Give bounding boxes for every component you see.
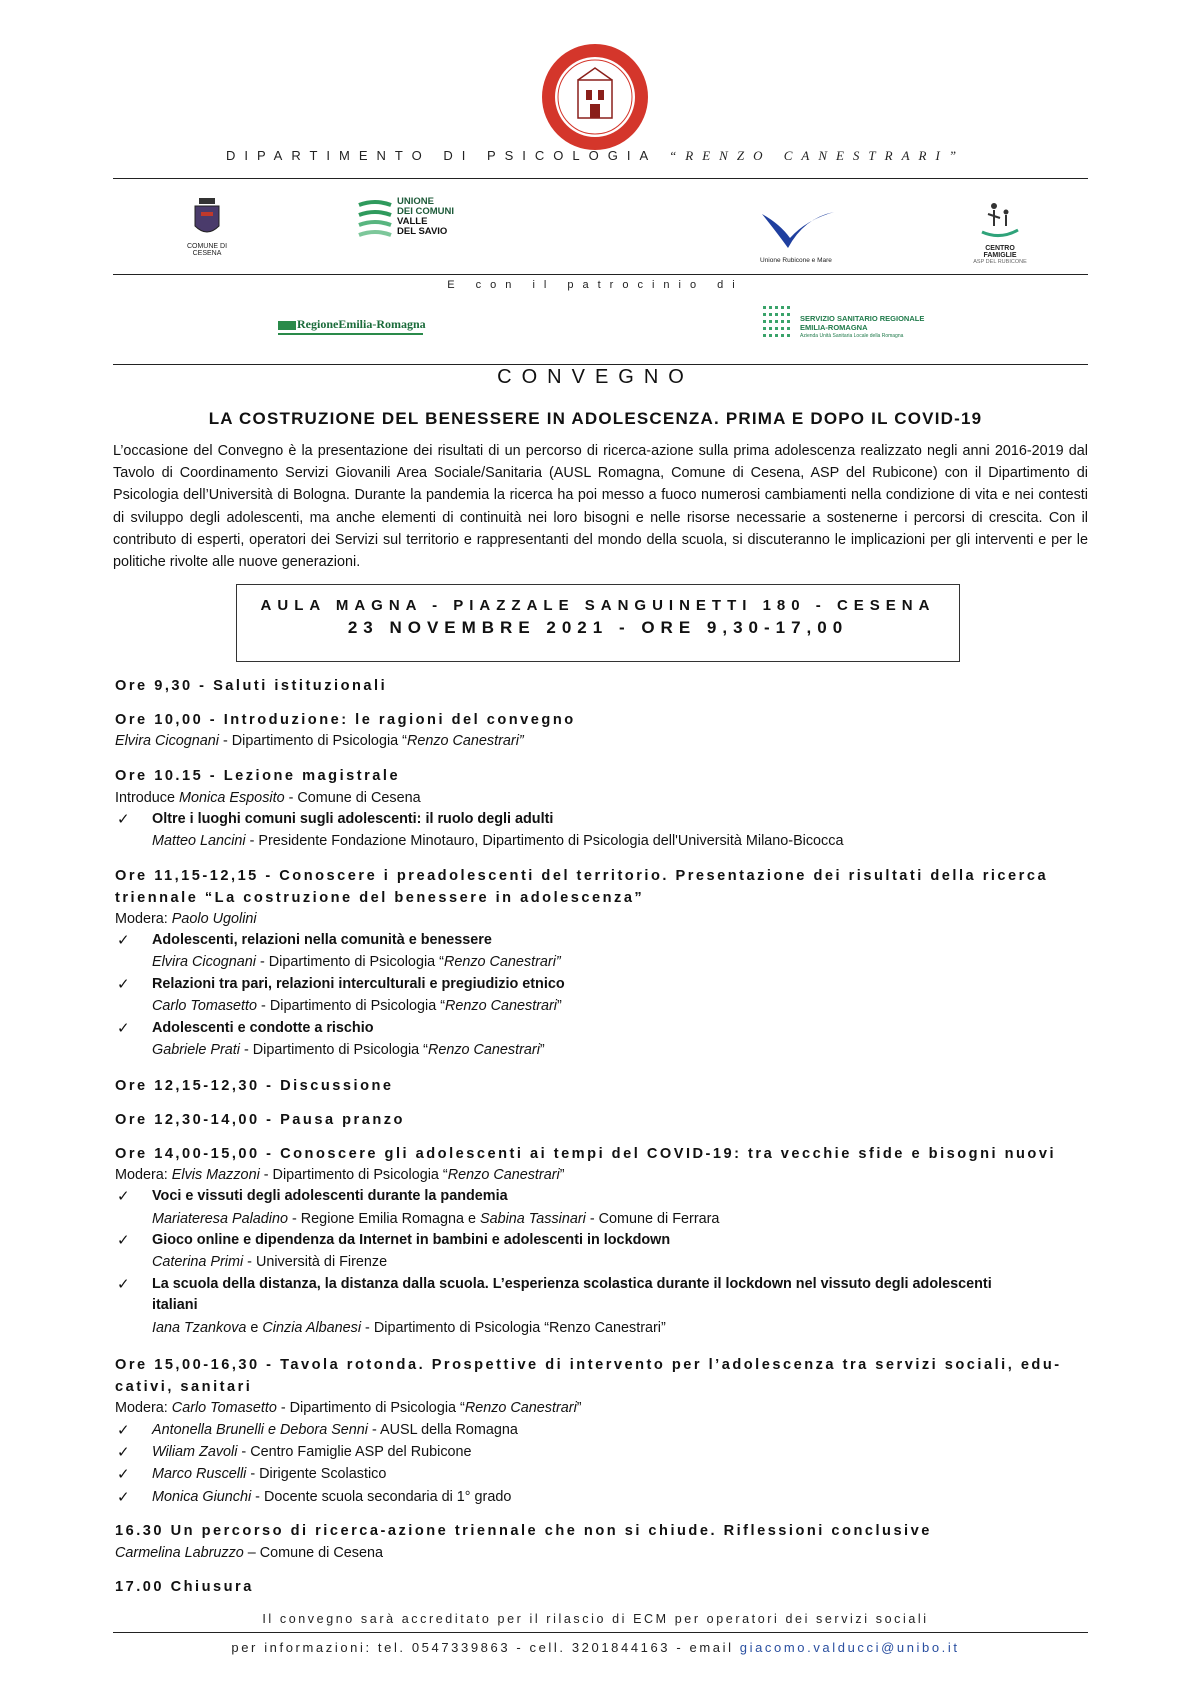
program-item: cativi, sanitari: [115, 1379, 253, 1395]
check-icon: ✓: [117, 1188, 130, 1205]
talk-title: Adolescenti e condotte a rischio: [152, 1020, 374, 1036]
talk-title: italiani: [152, 1297, 198, 1313]
comune-cesena-logo: COMUNE DI CESENA: [172, 196, 242, 257]
check-icon: ✓: [117, 1276, 130, 1293]
panelist-line: Monica Giunchi - Docente scuola secondaria di 1° grado: [152, 1489, 512, 1505]
program-item: Ore 15,00-16,30 - Tavola rotonda. Prospettive di intervento per l’adolescenza tra servizi sociali, edu-: [115, 1357, 1062, 1373]
check-icon: ✓: [117, 1422, 130, 1439]
check-icon: ✓: [117, 1466, 130, 1483]
talk-title: Relazioni tra pari, relazioni interculturali e pregiudizio etnico: [152, 976, 565, 992]
program-item: Ore 11,15-12,15 - Conoscere i preadolescenti del territorio. Presentazione dei risultati della ricerca: [115, 868, 1049, 884]
speaker-line: Matteo Lancini - Presidente Fondazione Minotauro, Dipartimento di Psicologia dell'Università Milano-Bicocca: [152, 833, 844, 849]
program-item: Ore 9,30 - Saluti istituzionali: [115, 678, 388, 694]
program-item: triennale “La costruzione del benessere in adolescenza”: [115, 890, 645, 906]
servizio-sanitario-logo: SERVIZIO SANITARIO REGIONALE EMILIA-ROMAGNA Azienda Unità Sanitaria Locale della Romagna: [762, 305, 952, 345]
speaker-line: Elvira Cicognani - Dipartimento di Psicologia “Renzo Canestrari”: [152, 954, 561, 970]
program-item: Ore 12,30-14,00 - Pausa pranzo: [115, 1112, 405, 1128]
panelist-line: Marco Ruscelli - Dirigente Scolastico: [152, 1466, 387, 1482]
talk-title: Gioco online e dipendenza da Internet in bambini e adolescenti in lockdown: [152, 1232, 671, 1248]
check-icon: ✓: [117, 1489, 130, 1506]
email-link[interactable]: giacomo.valducci@unibo.it: [739, 1640, 960, 1655]
talk-title: Voci e vissuti degli adolescenti durante la pandemia: [152, 1188, 508, 1204]
talk-title: Adolescenti, relazioni nella comunità e benessere: [152, 932, 492, 948]
moderator-line: Modera: Elvis Mazzoni - Dipartimento di Psicologia “Renzo Canestrari”: [115, 1167, 565, 1183]
event-intro: L’occasione del Convegno è la presentazione dei risultati di un percorso di ricerca-azione sulla prima adolescenza realizzato negli anni 2016-2019 dal Tavolo di Coordinamento Servizi Giovanili Area Sociale/Sanitaria (AUSL Romagna, Comune di Cesena, ASP del Rubicone) con il Dipartimento di Psicologia dell’Università di Bologna. Durante la pandemia la ricerca ha poi messo a fuoco numerosi cambiamenti nella condizione di vita e nei contesti di sviluppo degli adolescenti, ma anche elementi di continuità nei loro bisogni e nelle risorse necessarie a sostenerne i percorsi di crescita. Con il contributo di esperti, operatori dei Servizi sul territorio e rappresentanti del mondo della scuola, si discuteranno le implicazioni per gli interventi e per le politiche rivolte alle nuove generazioni.: [113, 443, 1088, 571]
centro-famiglie-logo: CENTRO FAMIGLIE ASP DEL RUBICONE: [970, 200, 1030, 265]
moderator-line: Modera: Paolo Ugolini: [115, 911, 257, 927]
speaker-line: Introduce Monica Esposito - Comune di Cesena: [115, 790, 421, 806]
rubicone-check-icon: [760, 208, 836, 252]
program-item: Ore 10,00 - Introduzione: le ragioni del convegno: [115, 712, 576, 728]
coat-of-arms-icon: [193, 196, 221, 238]
check-icon: ✓: [117, 1444, 130, 1461]
panelist-line: Antonella Brunelli e Debora Senni - AUSL della Romagna: [152, 1422, 518, 1438]
speaker-line: Iana Tzankova e Cinzia Albanesi - Dipartimento di Psicologia “Renzo Canestrari”: [152, 1320, 666, 1336]
event-title: LA COSTRUZIONE DEL BENESSERE IN ADOLESCENZA. PRIMA E DOPO IL COVID-19: [208, 409, 983, 428]
department-name: DIPARTIMENTO DI PSICOLOGIA “RENZO CANESTRARI”: [225, 148, 966, 163]
talk-title: Oltre i luoghi comuni sugli adolescenti: il ruolo degli adulti: [152, 811, 554, 827]
program-item: Ore 14,00-15,00 - Conoscere gli adolescenti ai tempi del COVID-19: tra vecchie sfide e bisogni nuovi: [115, 1146, 1057, 1162]
divider: [113, 364, 1088, 365]
university-seal-logo: [540, 42, 650, 152]
unione-comuni-savio-logo: UNIONE DEI COMUNI VALLE DEL SAVIO: [357, 197, 477, 247]
patronage-label: E con il patrocinio di: [447, 279, 744, 291]
talk-title: La scuola della distanza, la distanza dalla scuola. L’esperienza scolastica durante il lockdown nel vissuto degli adolescenti: [152, 1276, 992, 1292]
unione-rubicone-logo: Unione Rubicone e Mare: [760, 208, 850, 264]
family-figures-icon: [978, 200, 1022, 240]
divider: [113, 1632, 1088, 1633]
check-icon: ✓: [117, 932, 130, 949]
regione-flag-icon: [278, 321, 296, 330]
check-icon: ✓: [117, 1020, 130, 1037]
event-date: 23 NOVEMBRE 2021 - ORE 9,30-17,00: [347, 618, 849, 637]
unione-waves-icon: [357, 197, 393, 241]
dot-grid-icon: [762, 305, 796, 341]
contact-info: per informazioni: tel. 0547339863 - cell. 3201844163 - email giacomo.valducci@unibo.it: [231, 1640, 960, 1655]
check-icon: ✓: [117, 811, 130, 828]
divider: [113, 178, 1088, 179]
moderator-line: Modera: Carlo Tomasetto - Dipartimento di Psicologia “Renzo Canestrari”: [115, 1400, 582, 1416]
event-type: CONVEGNO: [497, 366, 694, 388]
speaker-line: Carmelina Labruzzo – Comune di Cesena: [115, 1545, 383, 1561]
venue-address: AULA MAGNA - PIAZZALE SANGUINETTI 180 - CESENA: [260, 597, 936, 614]
speaker-line: Caterina Primi - Università di Firenze: [152, 1254, 388, 1270]
panelist-line: Wiliam Zavoli - Centro Famiglie ASP del Rubicone: [152, 1444, 472, 1460]
program-item: 16.30 Un percorso di ricerca-azione triennale che non si chiude. Riflessioni conclusive: [115, 1523, 932, 1539]
speaker-line: Elvira Cicognani - Dipartimento di Psicologia “Renzo Canestrari”: [115, 733, 524, 749]
speaker-line: Carlo Tomasetto - Dipartimento di Psicologia “Renzo Canestrari”: [152, 998, 562, 1014]
divider: [113, 274, 1088, 275]
ecm-note: Il convegno sarà accreditato per il rilascio di ECM per operatori dei servizi sociali: [262, 1612, 929, 1626]
speaker-line: Gabriele Prati - Dipartimento di Psicologia “Renzo Canestrari”: [152, 1042, 545, 1058]
program-item: Ore 12,15-12,30 - Discussione: [115, 1078, 394, 1094]
check-icon: ✓: [117, 976, 130, 993]
program-item: Ore 10.15 - Lezione magistrale: [115, 768, 401, 784]
program-item: 17.00 Chiusura: [115, 1579, 254, 1595]
regione-emilia-romagna-logo: RegioneEmilia-Romagna: [278, 317, 426, 335]
speaker-line: Mariateresa Paladino - Regione Emilia Romagna e Sabina Tassinari - Comune di Ferrara: [152, 1211, 720, 1227]
check-icon: ✓: [117, 1232, 130, 1249]
venue-date-box: [236, 584, 960, 662]
